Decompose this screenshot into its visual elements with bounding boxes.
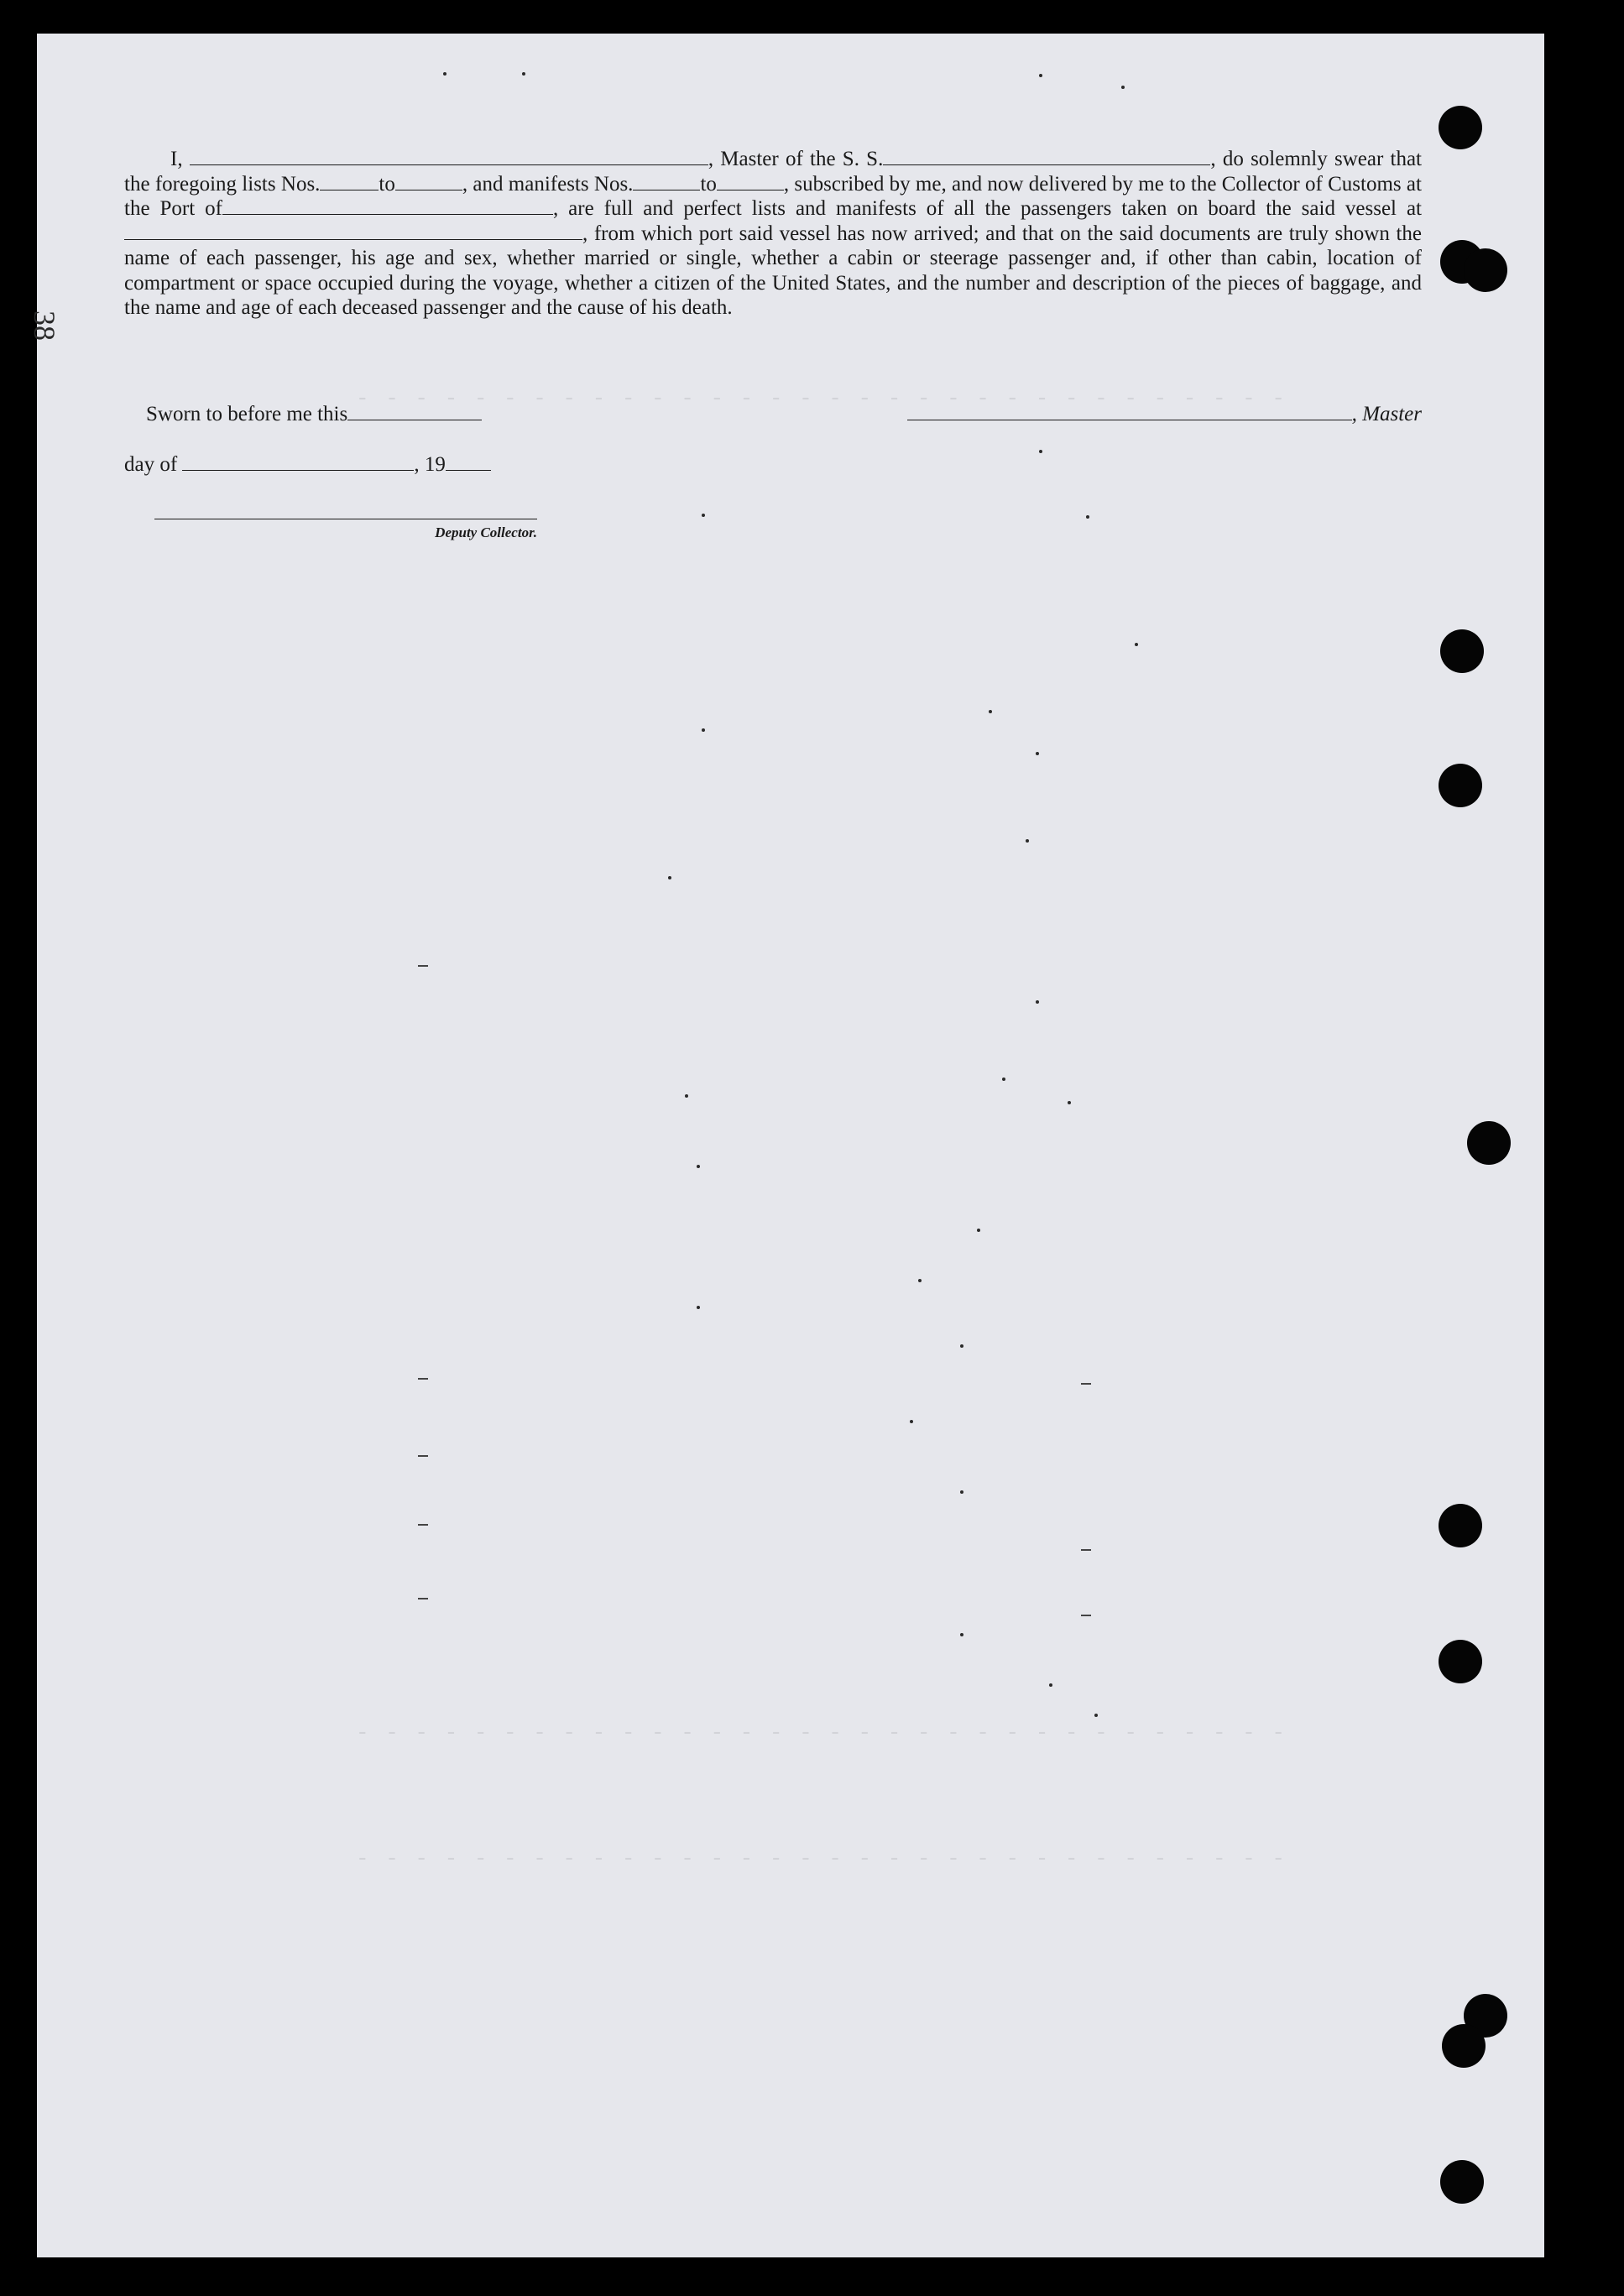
speck — [443, 72, 446, 76]
punch-hole — [1439, 1640, 1482, 1683]
deputy-collector-label: Deputy Collector. — [435, 524, 537, 540]
speck — [1086, 515, 1089, 519]
lists-to-blank[interactable] — [395, 175, 462, 190]
oath-paragraph — [124, 147, 1422, 321]
stray-mark — [1081, 1383, 1091, 1385]
punch-hole — [1440, 629, 1484, 673]
speck — [668, 876, 671, 879]
departure-port-blank[interactable] — [124, 224, 582, 240]
port-blank[interactable] — [222, 199, 553, 215]
oath-opening: I, — [170, 148, 183, 170]
speck — [702, 514, 705, 517]
master-label: , Master — [1351, 403, 1422, 425]
speck — [1094, 1714, 1098, 1717]
speck — [1002, 1078, 1005, 1081]
speck — [1036, 752, 1039, 755]
year-label: , 19 — [414, 453, 446, 476]
punch-hole — [1439, 764, 1482, 807]
speck — [685, 1094, 688, 1098]
stray-mark — [1081, 1549, 1091, 1551]
oath-lists-label: swear that the foregoing lists Nos. — [124, 148, 1422, 196]
oath-from-which: , from which — [582, 222, 693, 245]
handwritten-margin-note: 38 — [28, 310, 61, 341]
speck — [1036, 1000, 1039, 1004]
speck — [1068, 1101, 1071, 1104]
speck — [522, 72, 525, 76]
oath-full-perfect: , are full and perfect lists and — [552, 197, 827, 220]
speck — [1135, 643, 1138, 646]
sworn-date-blank[interactable] — [347, 404, 482, 420]
speck — [1026, 839, 1029, 843]
oath-to-label: to — [700, 172, 717, 196]
year-blank[interactable] — [446, 455, 491, 471]
speck — [1121, 86, 1125, 89]
stray-mark — [418, 1524, 428, 1526]
stray-mark — [418, 965, 428, 967]
master-name-blank[interactable] — [190, 149, 708, 165]
punch-hole — [1439, 106, 1482, 149]
speck — [1039, 450, 1042, 453]
speck — [960, 1344, 963, 1348]
punch-hole — [1440, 2160, 1484, 2204]
stray-mark — [1081, 1615, 1091, 1616]
oath-vessel-at-label: manifests of all the passengers taken on board the said vessel at — [836, 197, 1423, 220]
speck — [697, 1306, 700, 1309]
speck — [918, 1279, 922, 1282]
oath-text — [124, 147, 1422, 321]
speck — [977, 1229, 980, 1232]
punch-hole — [1464, 248, 1507, 292]
punch-hole — [1442, 2024, 1486, 2068]
oath-port-label: delivered by me to the Collector of Customs at the Port of — [124, 172, 1422, 220]
oath-to-label: to — [379, 172, 395, 196]
speck — [989, 710, 992, 713]
speck — [960, 1490, 963, 1494]
lists-from-blank[interactable] — [320, 175, 379, 190]
bleed-through-mark: - - - - - - - - - - - - - - - - - - - - - - - - - - - - - - - - — [356, 1720, 1287, 1745]
oath-solemnly: , do solemnly — [1210, 148, 1328, 170]
speck — [910, 1420, 913, 1423]
sworn-label: Sworn to before me this — [146, 403, 348, 425]
master-signature-line — [849, 403, 1422, 426]
speck — [960, 1633, 963, 1636]
punch-hole — [1439, 1504, 1482, 1547]
stray-mark — [418, 1378, 428, 1380]
sworn-line — [146, 403, 482, 426]
speck — [1039, 74, 1042, 77]
manifests-to-blank[interactable] — [717, 175, 784, 190]
oath-subscribed: , subscribed by me, and now — [783, 172, 1024, 196]
stray-mark — [418, 1598, 428, 1599]
speck — [697, 1165, 700, 1168]
stray-mark — [418, 1455, 428, 1457]
punch-hole — [1467, 1121, 1511, 1165]
oath-master-of: , Master of the S. S. — [708, 148, 884, 170]
oath-manifests-label: , and manifests Nos. — [462, 172, 634, 196]
speck — [1049, 1683, 1052, 1687]
manifests-from-blank[interactable] — [633, 175, 700, 190]
document-sheet — [28, 34, 1544, 2257]
bleed-through-mark: - - - - - - - - - - - - - - - - - - - - - - - - - - - - - - - - — [356, 386, 1287, 411]
master-signature-blank[interactable] — [907, 404, 1352, 420]
day-of-label: day of — [124, 453, 178, 476]
oath-body: port said vessel has now arrived; and that on the said documents are truly shown the name of each passenger, his age and sex, whether married or single, whether a cabin or steerage passenger and, if other than cabin, location of compartment or space occupied during the voyage, whether a citizen of the United States, and the number and description of the pieces of baggage, and the name and age of each deceased passenger and the cause of his death. — [124, 222, 1422, 319]
ship-name-blank[interactable] — [883, 149, 1210, 165]
speck — [702, 728, 705, 732]
month-blank[interactable] — [182, 455, 414, 471]
day-line — [124, 453, 491, 477]
bleed-through-mark: - - - - - - - - - - - - - - - - - - - - - - - - - - - - - - - - — [356, 1846, 1287, 1871]
